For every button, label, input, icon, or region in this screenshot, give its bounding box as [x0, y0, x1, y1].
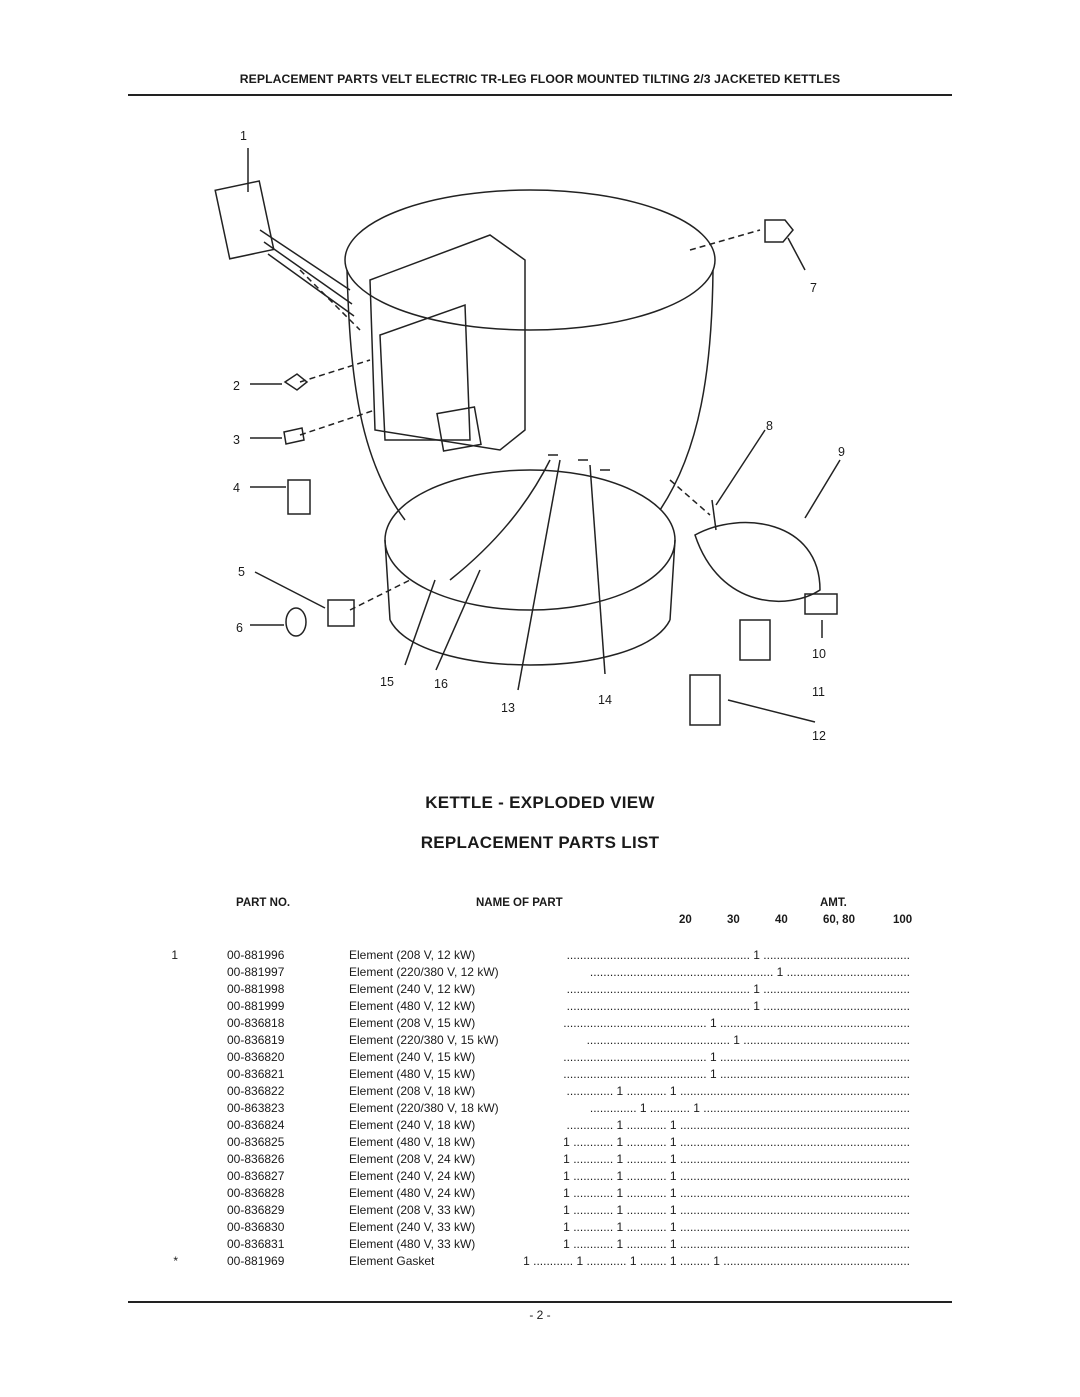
table-row: [150, 1203, 930, 1220]
part-number: 00-836831: [227, 1237, 285, 1251]
part-name: Element (480 V, 15 kW): [349, 1067, 476, 1081]
callout-13: 13: [501, 701, 515, 715]
element-plate: [215, 181, 274, 259]
callout-15: 15: [380, 675, 394, 689]
leader-5: [255, 572, 325, 608]
part-9-cover: [695, 523, 820, 602]
callout-4: 4: [233, 481, 240, 495]
amount-leader: ......................................................... 1 ...........................................: [563, 1016, 910, 1030]
part-name: Element (240 V, 24 kW): [349, 1169, 476, 1183]
footer-rule: [128, 1301, 952, 1303]
callout-14: 14: [598, 693, 612, 707]
part-11-contactor: [740, 620, 770, 660]
amt-col-20: 20: [679, 914, 692, 926]
part-number: 00-836821: [227, 1067, 285, 1081]
diagram-callouts: [233, 129, 845, 743]
col-header-name: NAME OF PART: [476, 897, 563, 909]
amount-leader: ..................................................................... 1 ............ 1 ............ 1: [563, 1169, 910, 1183]
callout-6: 6: [236, 621, 243, 635]
part-name: Element (480 V, 24 kW): [349, 1186, 476, 1200]
part-name: Element (480 V, 33 kW): [349, 1237, 476, 1251]
amount-leader: ..................................................................... 1 ............ 1 ............ 1: [563, 1135, 910, 1149]
table-row: [150, 965, 930, 982]
table-row: [150, 1169, 930, 1186]
amount-leader: ..................................................................... 1 ............ 1 ............ 1: [563, 1186, 910, 1200]
leader-14: [590, 465, 605, 674]
part-number: 00-836830: [227, 1220, 285, 1234]
part-name: Element (208 V, 33 kW): [349, 1203, 476, 1217]
table-row: [150, 948, 930, 965]
part-number: 00-881996: [227, 948, 285, 962]
amt-col-60-80: 60, 80: [823, 914, 855, 926]
table-row: [150, 1237, 930, 1254]
part-6-knob: [286, 608, 306, 636]
connector-2: [300, 360, 370, 382]
leader-13: [518, 460, 560, 690]
callout-9: 9: [838, 445, 845, 459]
header-rule: [128, 94, 952, 96]
element-housing-box: [370, 235, 525, 450]
housing-gauge: [437, 407, 481, 451]
table-row: [150, 1118, 930, 1135]
part-number: 00-836826: [227, 1152, 285, 1166]
part-name: Element Gasket: [349, 1254, 435, 1268]
leader-15: [405, 580, 435, 665]
ref-marker: *: [173, 1254, 178, 1268]
part-number: 00-836825: [227, 1135, 285, 1149]
wire-harness: [450, 460, 550, 580]
table-row: [150, 1084, 930, 1101]
part-name: Element (208 V, 18 kW): [349, 1084, 476, 1098]
col-header-part-no: PART NO.: [236, 897, 291, 909]
part-13-14-fittings: [548, 455, 610, 470]
parts-list-title: REPLACEMENT PARTS LIST: [420, 833, 660, 852]
callout-5: 5: [238, 565, 245, 579]
part-name: Element (240 V, 15 kW): [349, 1050, 476, 1064]
table-row: [150, 1050, 930, 1067]
callout-2: 2: [233, 379, 240, 393]
part-name: Element (240 V, 12 kW): [349, 982, 476, 996]
table-row: [150, 1016, 930, 1033]
part-number: 00-836820: [227, 1050, 285, 1064]
part-name: Element (240 V, 33 kW): [349, 1220, 476, 1234]
amount-leader: ............................................ 1 .......................................................: [566, 999, 910, 1013]
amount-leader: .................................................. 1 ...........................................: [586, 1033, 910, 1047]
part-number: 00-863823: [227, 1101, 285, 1115]
amt-col-40: 40: [775, 914, 788, 926]
part-number: 00-836822: [227, 1084, 285, 1098]
part-name: Element (208 V, 12 kW): [349, 948, 476, 962]
table-row: [150, 1033, 930, 1050]
part-5-plate: [328, 600, 354, 626]
part-3-bracket: [284, 428, 304, 444]
table-row: [150, 982, 930, 999]
table-row: [150, 1152, 930, 1169]
table-row: [150, 999, 930, 1016]
amount-leader: ......................................................... 1 ...........................................: [563, 1067, 910, 1081]
table-row: [150, 1220, 930, 1237]
page-header-title: REPLACEMENT PARTS VELT ELECTRIC TR-LEG FLOOR MOUNTED TILTING 2/3 JACKETED KETTLES: [239, 72, 841, 86]
part-name: Element (208 V, 24 kW): [349, 1152, 476, 1166]
connector-8: [670, 480, 710, 515]
part-12-relay: [690, 675, 720, 725]
table-row: [150, 1135, 930, 1152]
leader-16: [436, 570, 480, 670]
kettle-rim: [345, 190, 715, 330]
element-rods: [260, 230, 354, 316]
part-name: Element (220/380 V, 18 kW): [349, 1101, 499, 1115]
callout-3: 3: [233, 433, 240, 447]
part-2-switch: [285, 374, 307, 390]
callout-8: 8: [766, 419, 773, 433]
connector-4: [350, 580, 410, 610]
part-number: 00-881998: [227, 982, 285, 996]
table-row: [150, 1067, 930, 1084]
col-header-amt: AMT.: [820, 897, 847, 909]
housing-front: [380, 305, 470, 440]
amt-col-30: 30: [727, 914, 740, 926]
amount-leader: ..................................................................... 1 ............ 1 ..............: [566, 1118, 910, 1132]
amount-leader: ......................................................... 1 ...........................................: [563, 1050, 910, 1064]
part-number: 00-836829: [227, 1203, 285, 1217]
page-number: - 2 -: [529, 1308, 551, 1322]
table-row: [150, 1186, 930, 1203]
callout-12: 12: [812, 729, 826, 743]
part-name: Element (220/380 V, 12 kW): [349, 965, 499, 979]
amount-leader: ..................................................................... 1 ............ 1 ............ 1: [563, 1220, 910, 1234]
part-number: 00-836824: [227, 1118, 285, 1132]
amount-leader: ........................................................ 1 ......... 1 ........ 1 ............ 1 ............ 1: [523, 1254, 910, 1268]
callout-16: 16: [434, 677, 448, 691]
amount-leader: ..................................................................... 1 ............ 1 ............ 1: [563, 1237, 910, 1251]
parts-table: [150, 948, 930, 1271]
amount-leader: ............................................ 1 .......................................................: [566, 948, 910, 962]
part-number: 00-881969: [227, 1254, 285, 1268]
callout-11: 11: [812, 685, 825, 699]
part-number: 00-836828: [227, 1186, 285, 1200]
part-name: Element (208 V, 15 kW): [349, 1016, 476, 1030]
leader-12: [728, 700, 815, 722]
amount-leader: ..................................... 1 .......................................................: [589, 965, 910, 979]
callout-1: 1: [240, 129, 247, 143]
leader-7: [788, 238, 805, 270]
leader-9: [805, 460, 840, 518]
part-number: 00-836818: [227, 1016, 285, 1030]
amount-leader: ..................................................................... 1 ............ 1 ............ 1: [563, 1152, 910, 1166]
callout-10: 10: [812, 647, 826, 661]
amt-col-100: 100: [893, 914, 913, 926]
amount-leader: ............................................ 1 .......................................................: [566, 982, 910, 996]
amount-leader: ..................................................................... 1 ............ 1 ............ 1: [563, 1203, 910, 1217]
table-row: [150, 1254, 930, 1271]
ref-marker: 1: [171, 948, 178, 962]
kettle-exploded-view-diagram: [200, 120, 880, 760]
part-number: 00-836819: [227, 1033, 285, 1047]
lower-drum-top: [385, 470, 675, 610]
leader-8: [716, 430, 765, 505]
kettle-body-left: [347, 270, 405, 520]
table-row: [150, 1101, 930, 1118]
part-name: Element (480 V, 12 kW): [349, 999, 476, 1013]
part-number: 00-836827: [227, 1169, 285, 1183]
part-name: Element (240 V, 18 kW): [349, 1118, 476, 1132]
amount-leader: .............................................................. 1 ............ 1 ..............: [589, 1101, 910, 1115]
part-number: 00-881999: [227, 999, 285, 1013]
callout-7: 7: [810, 281, 817, 295]
part-number: 00-881997: [227, 965, 285, 979]
part-name: Element (220/380 V, 15 kW): [349, 1033, 499, 1047]
part-name: Element (480 V, 18 kW): [349, 1135, 476, 1149]
part-10-terminal: [805, 594, 837, 614]
amount-leader: ..................................................................... 1 ............ 1 ..............: [566, 1084, 910, 1098]
part-8-probe: [712, 500, 716, 530]
part-4-box: [288, 480, 310, 514]
diagram-title: KETTLE - EXPLODED VIEW: [425, 793, 655, 812]
